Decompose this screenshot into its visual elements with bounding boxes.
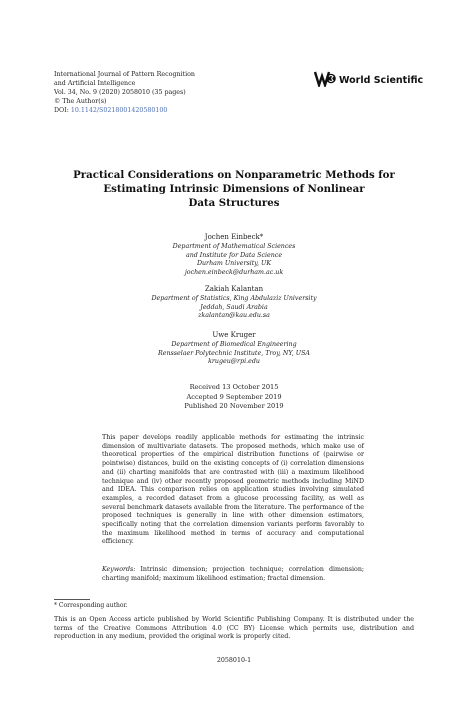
doi-link[interactable]: 10.1142/S0218001420580100 bbox=[70, 107, 168, 114]
keywords-label: Keywords: bbox=[102, 566, 136, 573]
author-email: krugeu@rpi.edu bbox=[208, 358, 260, 366]
page-number: 2058010-1 bbox=[216, 657, 252, 664]
paper-title bbox=[54, 168, 414, 210]
author-email: jochen.einbeck@durham.ac.uk bbox=[184, 269, 284, 277]
author-name: Zakiah Kalantan bbox=[204, 285, 264, 293]
author-name: Jochen Einbeck* bbox=[204, 233, 264, 241]
author-email: zkalantan@kau.edu.sa bbox=[198, 312, 270, 320]
footnote: * Corresponding author. bbox=[54, 602, 128, 609]
journal-volume: Vol. 34, No. 9 (2020) 2058010 (35 pages) bbox=[54, 89, 186, 96]
publisher-name: World Scientific bbox=[339, 75, 424, 86]
title-line3: Data Structures bbox=[188, 197, 280, 209]
accepted-date: Accepted 9 September 2019 bbox=[186, 392, 282, 401]
download-side-note bbox=[0, 0, 2, 430]
copyright: © The Author(s) bbox=[54, 98, 107, 105]
author-kalantan bbox=[54, 285, 414, 321]
author-affiliation: Jeddah, Saudi Arabia bbox=[200, 303, 268, 311]
journal-header bbox=[54, 70, 195, 115]
title-line2: Estimating Intrinsic Dimensions of Nonlinear bbox=[103, 183, 365, 195]
footnote-rule bbox=[54, 599, 90, 600]
author-kruger bbox=[54, 331, 414, 367]
license-text: This is an Open Access article published by World Scientific Publishing Company. It is distributed under the terms of the Creative Commons Attribution 4.0 (CC BY) License which permits use, distribution and reproduction in any medium, provided the original work is properly cited. bbox=[54, 616, 414, 641]
author-affiliation: Rensselaer Polytechnic Institute, Troy, NY, USA bbox=[158, 349, 310, 357]
author-affiliation: and Institute for Data Science bbox=[185, 251, 283, 259]
received-date: Received 13 October 2015 bbox=[189, 383, 279, 391]
publication-dates bbox=[54, 383, 414, 412]
published-date: Published 20 November 2019 bbox=[184, 402, 284, 411]
journal-name-line2: and Artificial Intelligence bbox=[54, 80, 136, 87]
publisher-logo bbox=[314, 70, 423, 91]
doi bbox=[54, 106, 195, 115]
author-affiliation: Department of Biomedical Engineering bbox=[171, 340, 297, 348]
author-affiliation: Department of Mathematical Sciences bbox=[172, 242, 296, 250]
abstract: This paper develops readily applicable methods for estimating the intrinsic dimension of multivariate datasets. The proposed methods, which make use of theoretical properties of the empirical distribution functions of (pairwise or pointwise) distances, build on the existing concepts of (i) correlation dimensions and (ii) charting manifolds that are contrasted with (iii) a maximum likelihood technique and (iv) other recently proposed geometric methods including MiND and IDEA. This comparison relies on application studies involving simulated examples, a recorded dataset from a glucose processing facility, as well as several benchmark datasets available from the literature. The performance of the proposed techniques is generally in line with other dimension estimators, specifically noting that the correlation dimension variants perform favorably to the maximum likelihood method in terms of accuracy and computational efficiency. bbox=[102, 434, 364, 546]
world-scientific-logo-icon bbox=[314, 70, 336, 91]
title-line1: Practical Considerations on Nonparametric Methods for bbox=[73, 169, 395, 181]
keywords-text: Intrinsic dimension; projection technique; correlation dimension; charting manifold; maximum likelihood estimation; fractal dimension. bbox=[102, 566, 364, 582]
doi-label: DOI: bbox=[54, 107, 69, 114]
journal-name-line1: International Journal of Pattern Recognition bbox=[54, 71, 195, 78]
author-name: Uwe Kruger bbox=[212, 331, 256, 339]
author-affiliation: Durham University, UK bbox=[196, 260, 272, 268]
author-einbeck bbox=[54, 233, 414, 278]
author-affiliation: Department of Statistics, King Abdulaziz University bbox=[151, 294, 317, 302]
keywords bbox=[102, 566, 364, 583]
